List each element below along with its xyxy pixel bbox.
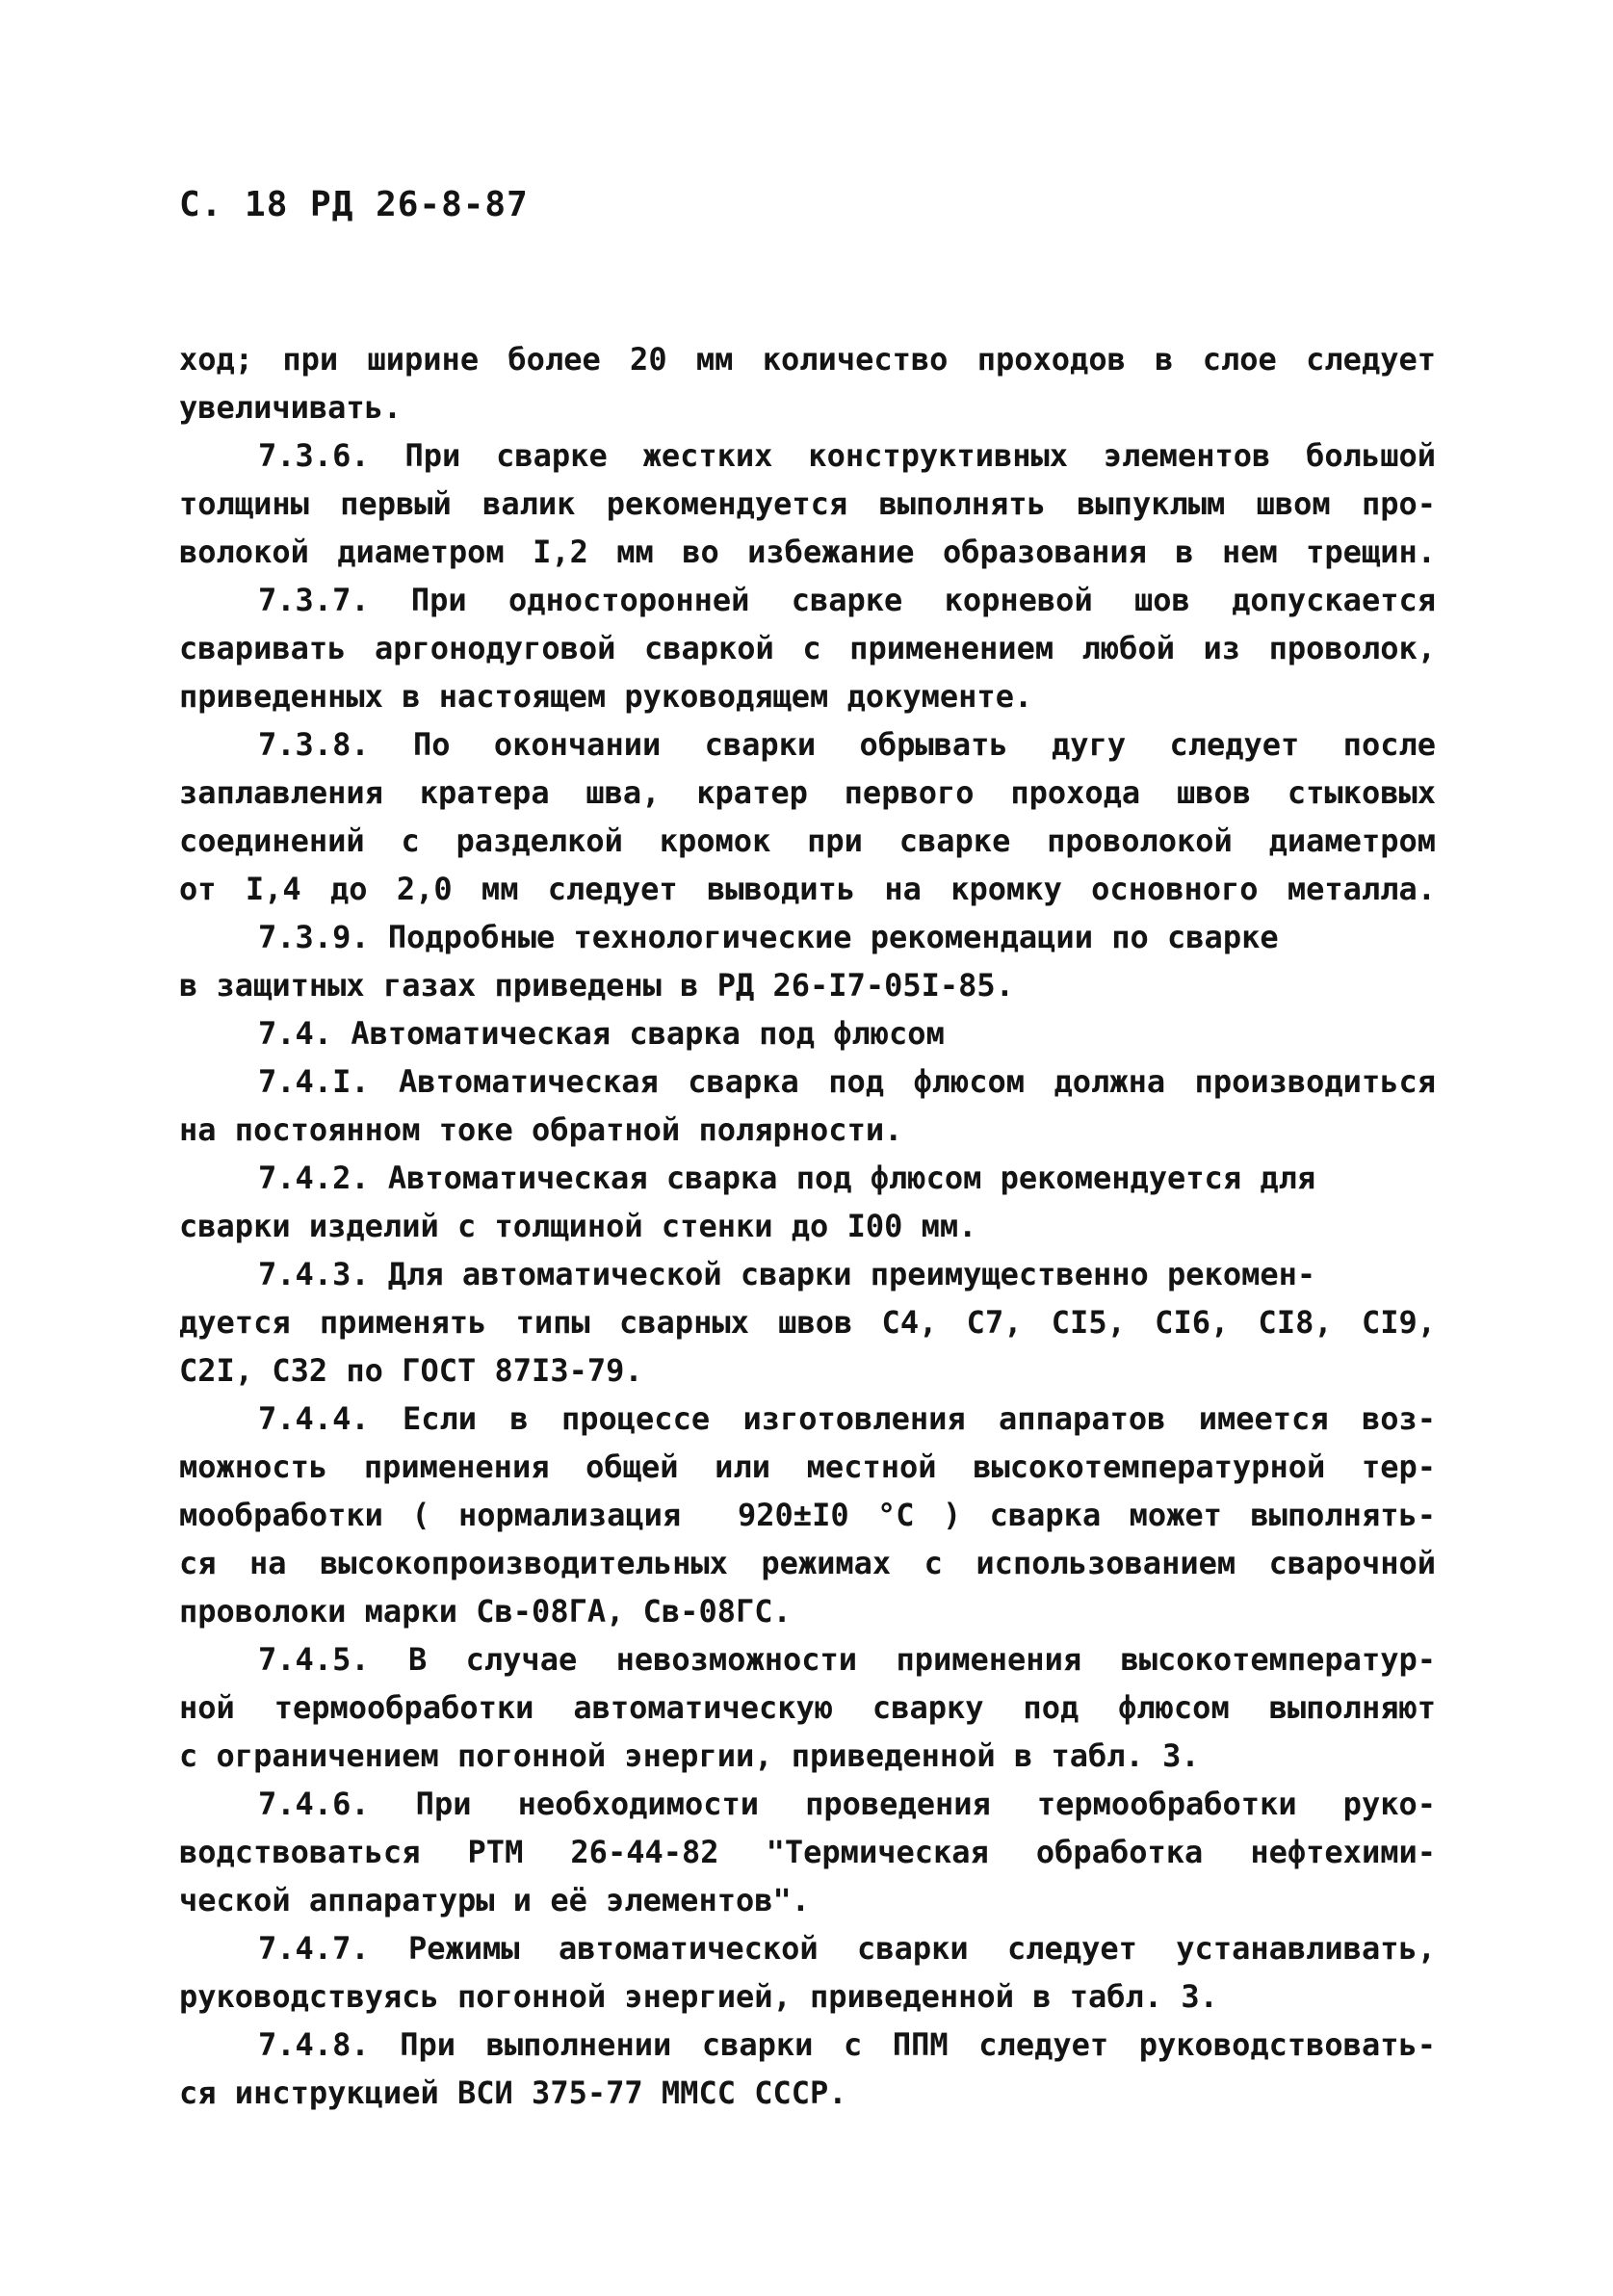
text-line: 7.3.9. Подробные технологические рекомендации по сварке [258,919,1279,955]
text-line: 7.4.8. При выполнении сварки с ППМ следует руководствовать- [258,2026,1436,2063]
text-line: проволоки марки Св-08ГА, Св-08ГС. [179,1593,792,1630]
text-line: 7.4.5. В случае невозможности применения высокотемператур- [258,1641,1436,1678]
text-line: на постоянном токе обратной полярности. [179,1111,903,1148]
text-line: с ограничением погонной энергии, приведенной в табл. 3. [179,1737,1200,1774]
text-line: можность применения общей или местной высокотемпературной тер- [179,1448,1436,1485]
text-line: руководствуясь погонной энергией, приведенной в табл. 3. [179,1978,1218,2015]
text-line: толщины первый валик рекомендуется выполнять выпуклым швом про- [179,485,1436,522]
text-line: дуется применять типы сварных швов С4, С7, СI5, СI6, СI8, СI9, [179,1304,1436,1341]
body-text [179,335,1436,2117]
text-line: ся на высокопроизводительных режимах с использованием сварочной [179,1545,1436,1581]
text-line: 7.4.I. Автоматическая сварка под флюсом должна производиться [258,1063,1436,1100]
text-line: 7.4.7. Режимы автоматической сварки следует устанавливать, [258,1930,1436,1967]
text-line: ческой аппаратуры и её элементов". [179,1882,811,1918]
text-line: приведенных в настоящем руководящем документе. [179,678,1033,715]
text-line: волокой диаметром I,2 мм во избежание образования в нем трещин. [179,534,1436,570]
text-line: 7.4.4. Если в процессе изготовления аппаратов имеется воз- [258,1400,1436,1437]
text-line: 7.3.7. При односторонней сварке корневой шов допускается [258,582,1436,618]
text-line: 7.3.6. При сварке жестких конструктивных элементов большой [258,437,1436,474]
text-line: 7.4.2. Автоматическая сварка под флюсом рекомендуется для [258,1160,1316,1196]
text-line: ход; при ширине более 20 мм количество проходов в слое следует [179,341,1436,378]
text-line: соединений с разделкой кромок при сварке проволокой диаметром [179,822,1436,859]
text-line: заплавления кратера шва, кратер первого прохода швов стыковых [179,774,1436,811]
text-line: 7.4.6. При необходимости проведения термообработки руко- [258,1786,1436,1822]
text-line: в защитных газах приведены в РД 26-I7-05I-85. [179,967,1014,1004]
text-line: ной термообработки автоматическую сварку под флюсом выполняют [179,1689,1436,1726]
text-line: сваривать аргонодуговой сваркой с применением любой из проволок, [179,630,1436,666]
text-line: сварки изделий с толщиной стенки до I00 мм. [179,1208,977,1244]
page-header: С. 18 РД 26-8-87 [179,185,529,224]
text-line: водствоваться РТМ 26-44-82 "Термическая обработка нефтехими- [179,1834,1436,1870]
text-line: ся инструкцией ВСИ 375-77 ММСС СССР. [179,2074,847,2111]
text-line: 7.4. Автоматическая сварка под флюсом [258,1015,945,1052]
text-line: С2I, С32 по ГОСТ 87I3-79. [179,1352,643,1389]
text-line: 7.4.3. Для автоматической сварки преимущественно рекомен- [258,1256,1316,1292]
text-line: 7.3.8. По окончании сварки обрывать дугу следует после [258,726,1436,763]
text-line: мообработки ( нормализация 920±I0 °С ) сварка может выполнять- [179,1497,1436,1533]
text-line: от I,4 до 2,0 мм следует выводить на кромку основного металла. [179,871,1436,907]
text-line: увеличивать. [179,389,403,426]
